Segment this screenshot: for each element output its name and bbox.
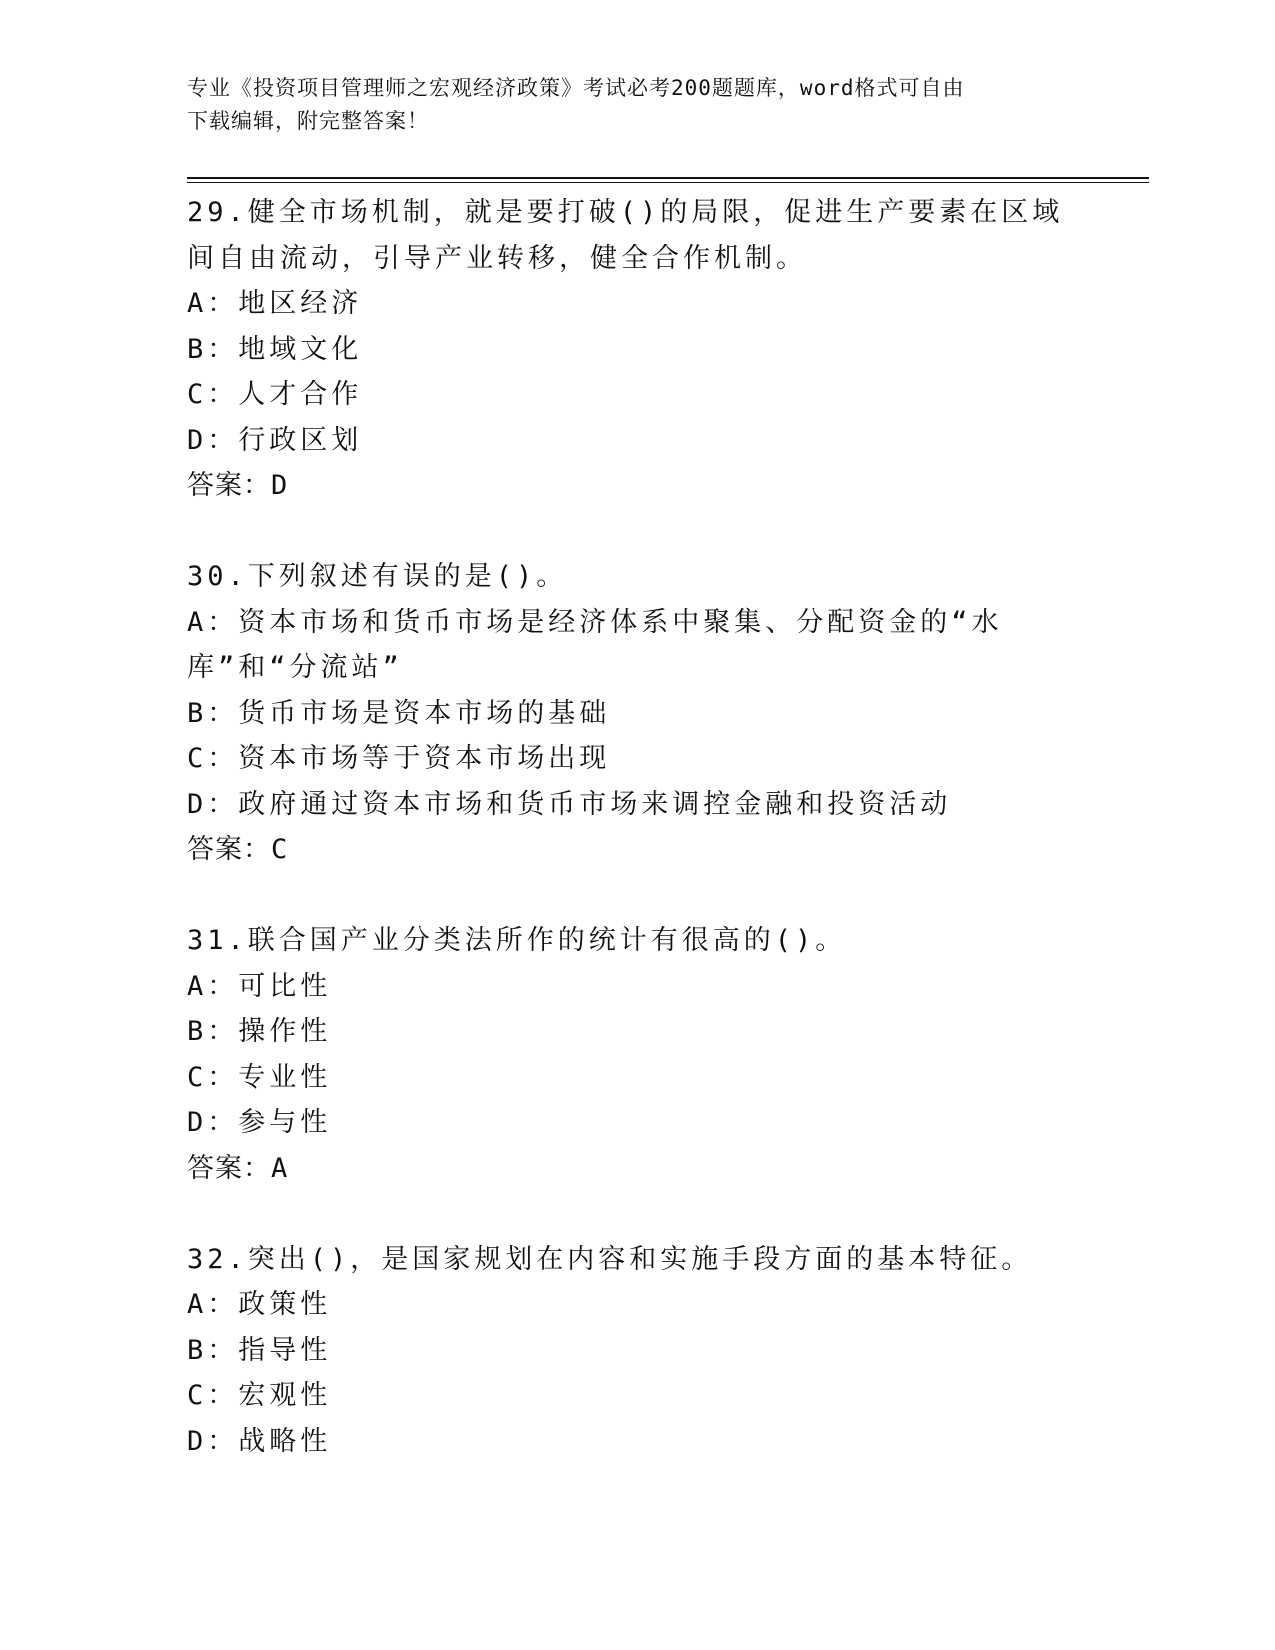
question-31	[187, 918, 1067, 1191]
option-b: B：指导性	[187, 1334, 332, 1366]
header-divider-thin	[187, 182, 1149, 183]
question-list	[187, 190, 1067, 1464]
header-line: 专业《投资项目管理师之宏观经济政策》考试必考200题题库，word格式可自由	[187, 76, 965, 100]
question-32	[187, 1237, 1067, 1465]
option-a: A：政策性	[187, 1289, 332, 1320]
question-text: 29.健全市场机制，就是要打破()的局限，促进生产要素在区域间自由流动，引导产业转移，健全合作机制。	[187, 197, 1064, 274]
option-a: A：地区经济	[187, 288, 363, 319]
option-d: D：行政区划	[187, 424, 363, 456]
answer-line: 答案：C	[187, 834, 289, 865]
option-d: D：战略性	[187, 1425, 332, 1457]
question-text: 30.下列叙述有误的是()。	[187, 561, 568, 592]
document-header	[187, 72, 1067, 138]
header-divider-thick	[187, 177, 1149, 179]
option-c: C：专业性	[187, 1061, 332, 1093]
option-b: B：货币市场是资本市场的基础	[187, 697, 611, 729]
option-d: D：政府通过资本市场和货币市场来调控金融和投资活动	[187, 788, 952, 820]
option-d: D：参与性	[187, 1107, 332, 1138]
option-c: C：宏观性	[187, 1380, 332, 1411]
question-text: 32.突出()，是国家规划在内容和实施手段方面的基本特征。	[187, 1243, 1033, 1275]
option-c: C：人才合作	[187, 379, 363, 410]
answer-line: 答案：A	[187, 1152, 289, 1184]
option-c: C：资本市场等于资本市场出现	[187, 743, 611, 774]
header-line: 下载编辑，附完整答案！	[187, 109, 429, 133]
question-text: 31.联合国产业分类法所作的统计有很高的()。	[187, 925, 847, 956]
option-b: B：操作性	[187, 1016, 332, 1047]
option-a: A：资本市场和货币市场是经济体系中聚集、分配资金的“水库”和“分流站”	[187, 606, 1003, 683]
option-b: B：地域文化	[187, 333, 363, 365]
answer-line: 答案：D	[187, 470, 289, 501]
option-a: A：可比性	[187, 970, 332, 1002]
question-30	[187, 554, 1067, 873]
question-29	[187, 190, 1067, 509]
